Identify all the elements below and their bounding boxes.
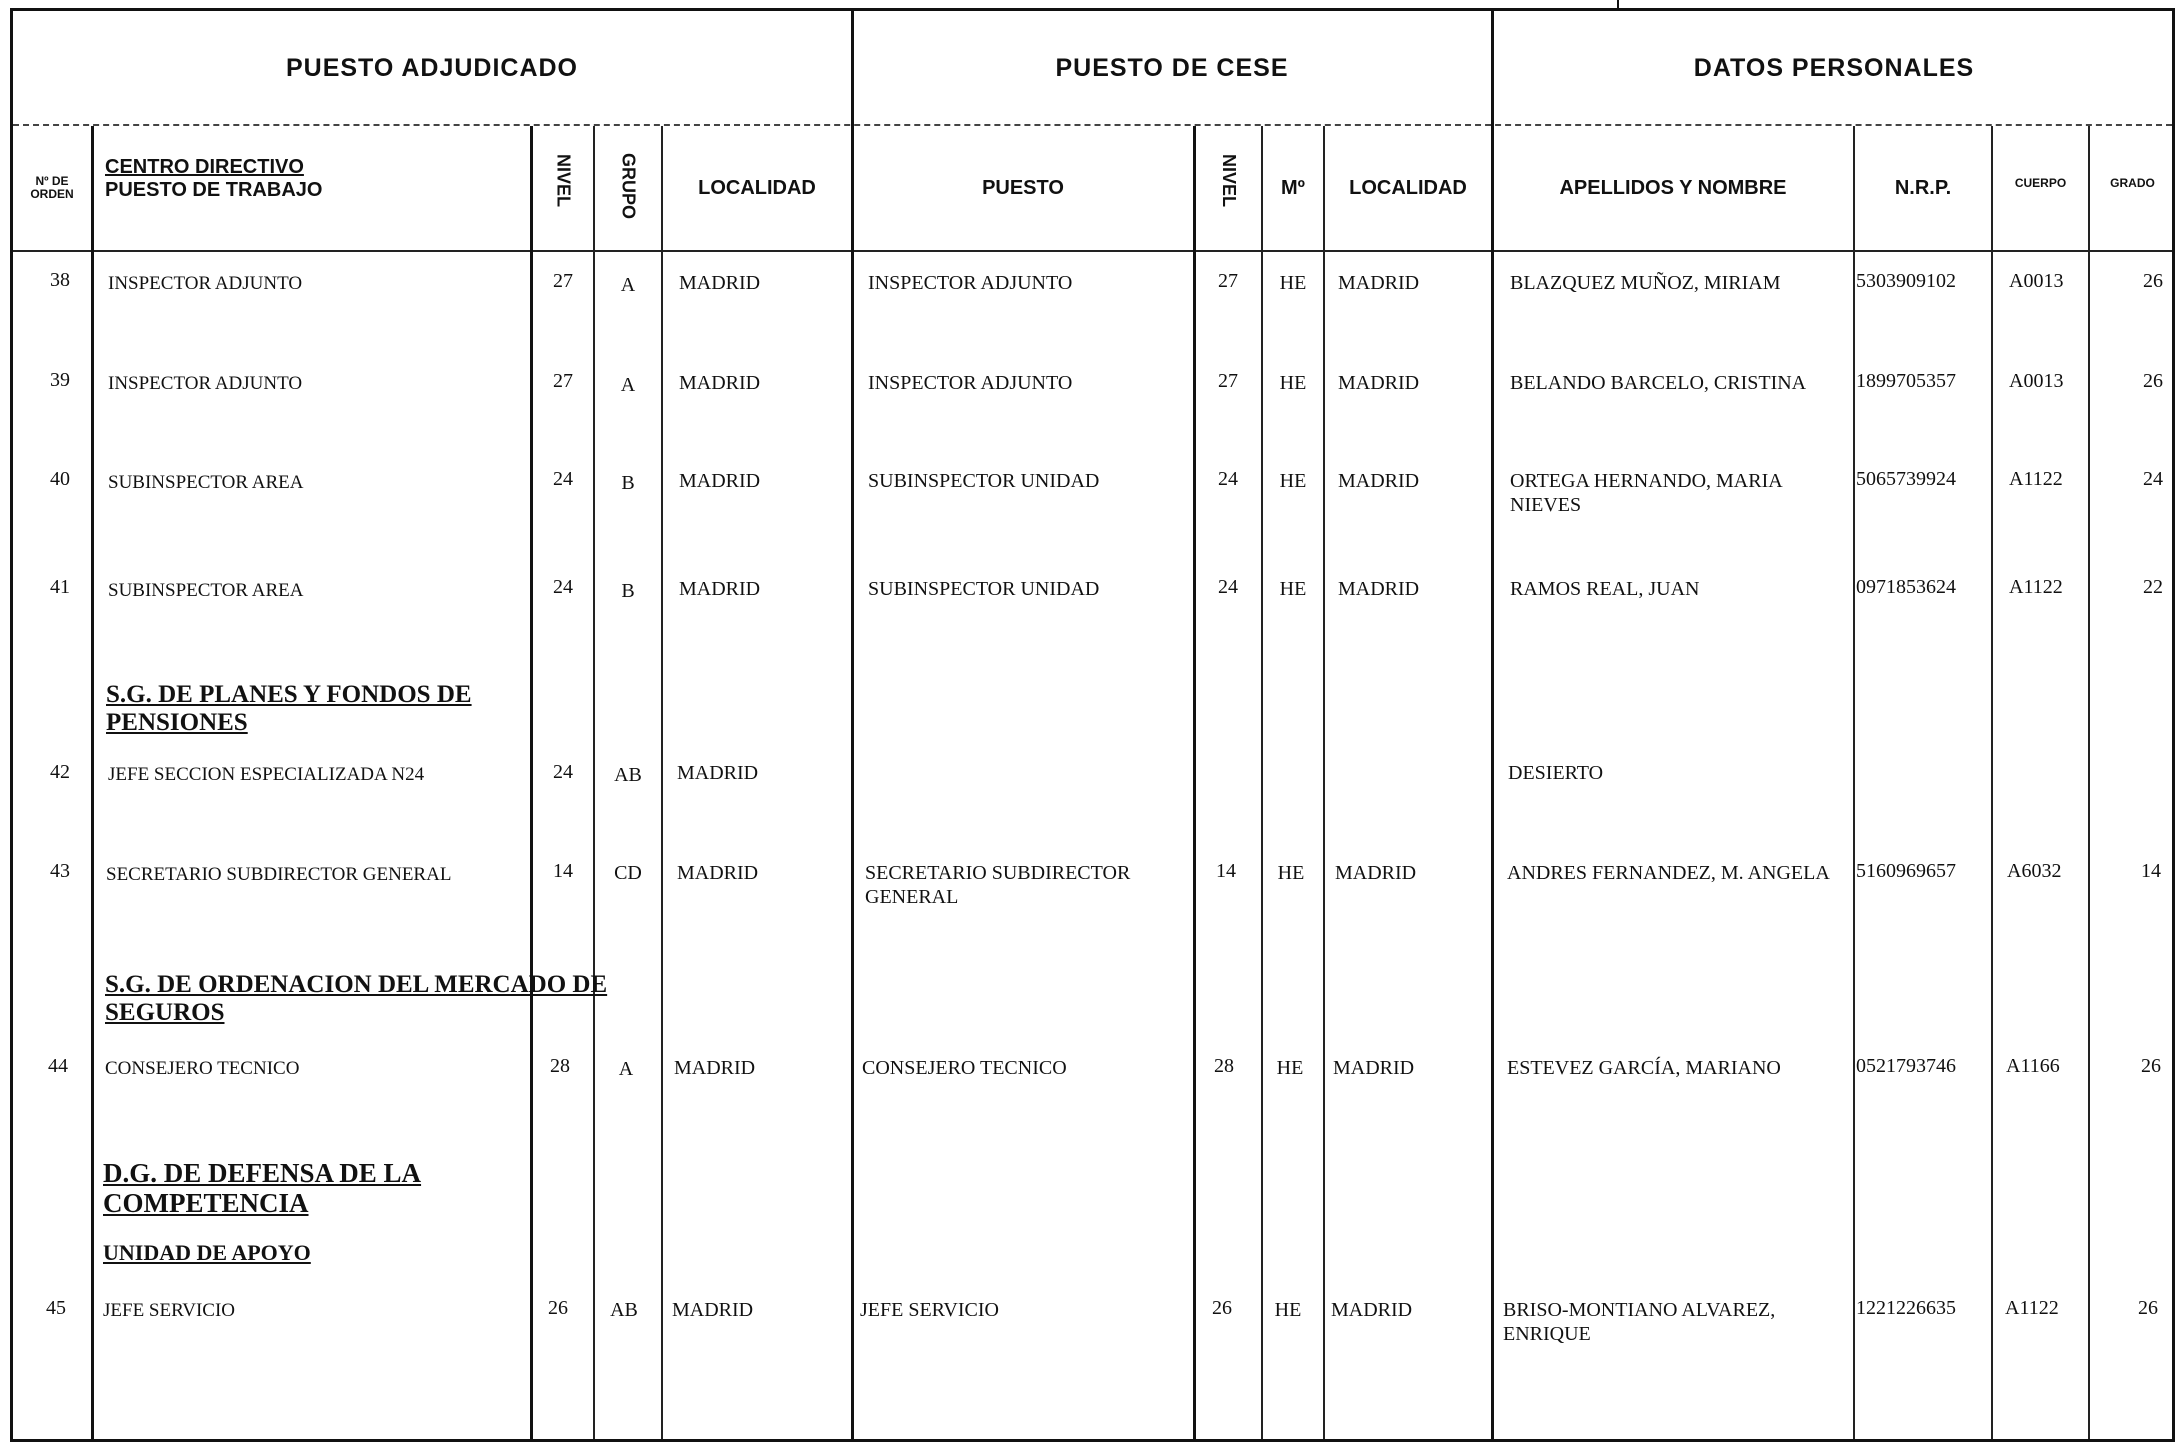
cell-localidad-cese: MADRID: [1338, 272, 1420, 294]
section-title: D.G. DE DEFENSA DE LA COMPETENCIA: [103, 1158, 422, 1218]
cell-nombre: ORTEGA HERNANDO, MARIA NIEVES: [1510, 470, 1782, 516]
cell-puesto-cese: CONSEJERO TECNICO: [862, 1057, 1067, 1079]
cell-orden: 45: [46, 1297, 66, 1319]
cell-nivel-cese: 27: [1218, 370, 1238, 392]
cell-puesto: SUBINSPECTOR AREA: [108, 472, 304, 493]
cell-puesto: CONSEJERO TECNICO: [105, 1058, 300, 1079]
cell-puesto: JEFE SECCION ESPECIALIZADA N24: [108, 764, 425, 785]
cell-ministerio: HE: [1277, 862, 1305, 884]
cell-cuerpo: A1122: [2005, 1297, 2059, 1319]
cell-nivel: 28: [550, 1055, 570, 1077]
cell-puesto: SUBINSPECTOR AREA: [108, 580, 304, 601]
cell-localidad: MADRID: [679, 470, 761, 492]
cell-localidad-cese: MADRID: [1338, 578, 1420, 600]
cell-ministerio: HE: [1279, 272, 1307, 294]
cell-localidad: MADRID: [672, 1299, 754, 1321]
cell-cuerpo: A0013: [2009, 270, 2064, 292]
cell-nivel: 24: [553, 576, 573, 598]
cell-grupo: A: [620, 374, 636, 396]
cell-puesto: INSPECTOR ADJUNTO: [108, 373, 303, 394]
col-divider: [1261, 126, 1263, 1439]
top-edge-mark: [1617, 0, 1619, 8]
cell-orden: 39: [50, 369, 70, 391]
cell-cuerpo: A1122: [2009, 576, 2063, 598]
cell-nrp: 5160969657: [1856, 860, 1956, 882]
col-header-puesto: PUESTO: [982, 176, 1064, 199]
cell-orden: 40: [50, 468, 70, 490]
cell-nivel: 14: [553, 860, 573, 882]
cell-ministerio: HE: [1279, 470, 1307, 492]
cell-nombre: ANDRES FERNANDEZ, M. ANGELA: [1507, 862, 1830, 884]
cell-cuerpo: A1122: [2009, 468, 2063, 490]
cell-nivel: 24: [553, 761, 573, 783]
cell-nrp: 5065739924: [1856, 468, 1956, 490]
cell-nombre: BRISO-MONTIANO ALVAREZ, ENRIQUE: [1503, 1299, 1776, 1345]
col-divider: [1853, 126, 1855, 1439]
cell-localidad-cese: MADRID: [1338, 470, 1420, 492]
cell-localidad: MADRID: [679, 578, 761, 600]
cell-puesto-cese: SUBINSPECTOR UNIDAD: [868, 470, 1100, 492]
cell-puesto-cese: SECRETARIO SUBDIRECTOR GENERAL: [865, 862, 1131, 908]
cell-puesto: SECRETARIO SUBDIRECTOR GENERAL: [106, 864, 452, 885]
cell-ministerio: HE: [1274, 1299, 1302, 1321]
cell-puesto: INSPECTOR ADJUNTO: [108, 273, 303, 294]
col-header-grado: GRADO: [2110, 176, 2155, 190]
cell-nrp: 1221226635: [1856, 1297, 1956, 1319]
cell-localidad-cese: MADRID: [1333, 1057, 1415, 1079]
col-header-orden: Nº DE ORDEN: [30, 174, 74, 201]
cell-puesto: JEFE SERVICIO: [103, 1300, 236, 1321]
col-divider: [91, 126, 94, 1439]
cell-localidad-cese: MADRID: [1331, 1299, 1413, 1321]
cell-ministerio: HE: [1279, 372, 1307, 394]
col-divider: [1991, 126, 1993, 1439]
cell-ministerio: HE: [1276, 1057, 1304, 1079]
col-header-grupo: GRUPO: [618, 152, 639, 219]
cell-grado: 26: [2143, 370, 2163, 392]
cell-nivel-cese: 27: [1218, 270, 1238, 292]
cell-nivel: 27: [553, 370, 573, 392]
cell-nrp: 5303909102: [1856, 270, 1956, 292]
cell-grado: 26: [2143, 270, 2163, 292]
col-header-localidad: LOCALIDAD: [698, 176, 816, 199]
cell-orden: 42: [50, 761, 70, 783]
cell-grado: 26: [2138, 1297, 2158, 1319]
cell-orden: 44: [48, 1055, 68, 1077]
cell-cuerpo: A1166: [2006, 1055, 2060, 1077]
cell-orden: 43: [50, 860, 70, 882]
col-divider: [593, 126, 595, 1439]
group-header-personales: DATOS PERSONALES: [1693, 54, 1975, 82]
cell-nombre: BELANDO BARCELO, CRISTINA: [1510, 372, 1807, 394]
cell-nivel-cese: 26: [1212, 1297, 1232, 1319]
section-title: UNIDAD DE APOYO: [103, 1240, 311, 1265]
cell-nivel-cese: 14: [1216, 860, 1236, 882]
cell-grado: 14: [2141, 860, 2161, 882]
cell-nivel-cese: 28: [1214, 1055, 1234, 1077]
cell-ministerio: HE: [1279, 578, 1307, 600]
cell-localidad: MADRID: [679, 272, 761, 294]
col-header-apellidos: APELLIDOS Y NOMBRE: [1559, 176, 1787, 199]
cell-nivel: 26: [548, 1297, 568, 1319]
col-divider: [1323, 126, 1325, 1439]
cell-grado: 24: [2143, 468, 2163, 490]
cell-nrp: 0971853624: [1856, 576, 1956, 598]
cell-nivel: 24: [553, 468, 573, 490]
col-header-centro: CENTRO DIRECTIVO PUESTO DE TRABAJO: [105, 156, 323, 201]
cell-nivel-cese: 24: [1218, 576, 1238, 598]
section-title: S.G. DE PLANES Y FONDOS DE PENSIONES: [106, 681, 472, 736]
cell-orden: 41: [50, 576, 70, 598]
cell-nivel: 27: [553, 270, 573, 292]
cell-grupo: B: [621, 580, 635, 602]
cell-nombre: RAMOS REAL, JUAN: [1510, 578, 1700, 600]
cell-nivel-cese: 24: [1218, 468, 1238, 490]
col-header-localidad-cese: LOCALIDAD: [1349, 176, 1467, 199]
personnel-table: [10, 8, 2175, 1442]
col-divider: [530, 126, 533, 1439]
col-divider: [661, 126, 663, 1439]
cell-localidad-cese: MADRID: [1338, 372, 1420, 394]
section-title: S.G. DE ORDENACION DEL MERCADO DE SEGUROS: [105, 971, 608, 1026]
cell-nombre: BLAZQUEZ MUÑOZ, MIRIAM: [1510, 272, 1781, 294]
cell-grupo: A: [618, 1058, 634, 1080]
cell-grupo: CD: [614, 862, 642, 884]
cell-grado: 26: [2141, 1055, 2161, 1077]
cell-grupo: AB: [614, 764, 642, 786]
cell-grupo: A: [620, 274, 636, 296]
cell-nrp: 0521793746: [1856, 1055, 1956, 1077]
cell-cuerpo: A6032: [2007, 860, 2062, 882]
cell-nombre: DESIERTO: [1508, 762, 1604, 784]
cell-puesto-cese: INSPECTOR ADJUNTO: [868, 372, 1073, 394]
col-header-ministerio: Mº: [1281, 176, 1305, 199]
col-header-cuerpo: CUERPO: [2014, 176, 2067, 190]
cell-localidad: MADRID: [674, 1057, 756, 1079]
col-header-nivel-cese: NIVEL: [1219, 154, 1239, 208]
cell-puesto-cese: SUBINSPECTOR UNIDAD: [868, 578, 1100, 600]
col-divider: [2088, 126, 2090, 1439]
cell-localidad-cese: MADRID: [1335, 862, 1417, 884]
cell-puesto-cese: JEFE SERVICIO: [860, 1299, 999, 1321]
cell-nrp: 1899705357: [1856, 370, 1956, 392]
cell-localidad: MADRID: [677, 762, 759, 784]
cell-nombre: ESTEVEZ GARCÍA, MARIANO: [1507, 1057, 1781, 1079]
cell-grado: 22: [2143, 576, 2163, 598]
cell-puesto-cese: INSPECTOR ADJUNTO: [868, 272, 1073, 294]
cell-cuerpo: A0013: [2009, 370, 2064, 392]
group-header-adjudicado: PUESTO ADJUDICADO: [285, 54, 579, 82]
cell-localidad: MADRID: [679, 372, 761, 394]
cell-grupo: B: [621, 472, 635, 494]
cell-localidad: MADRID: [677, 862, 759, 884]
column-header-divider: [13, 250, 2172, 252]
cell-orden: 38: [50, 269, 70, 291]
col-divider: [1193, 126, 1196, 1439]
col-header-nrp: N.R.P.: [1894, 176, 1952, 199]
col-header-nivel: NIVEL: [553, 154, 574, 208]
group-header-cese: PUESTO DE CESE: [1055, 54, 1289, 82]
cell-grupo: AB: [610, 1299, 638, 1321]
